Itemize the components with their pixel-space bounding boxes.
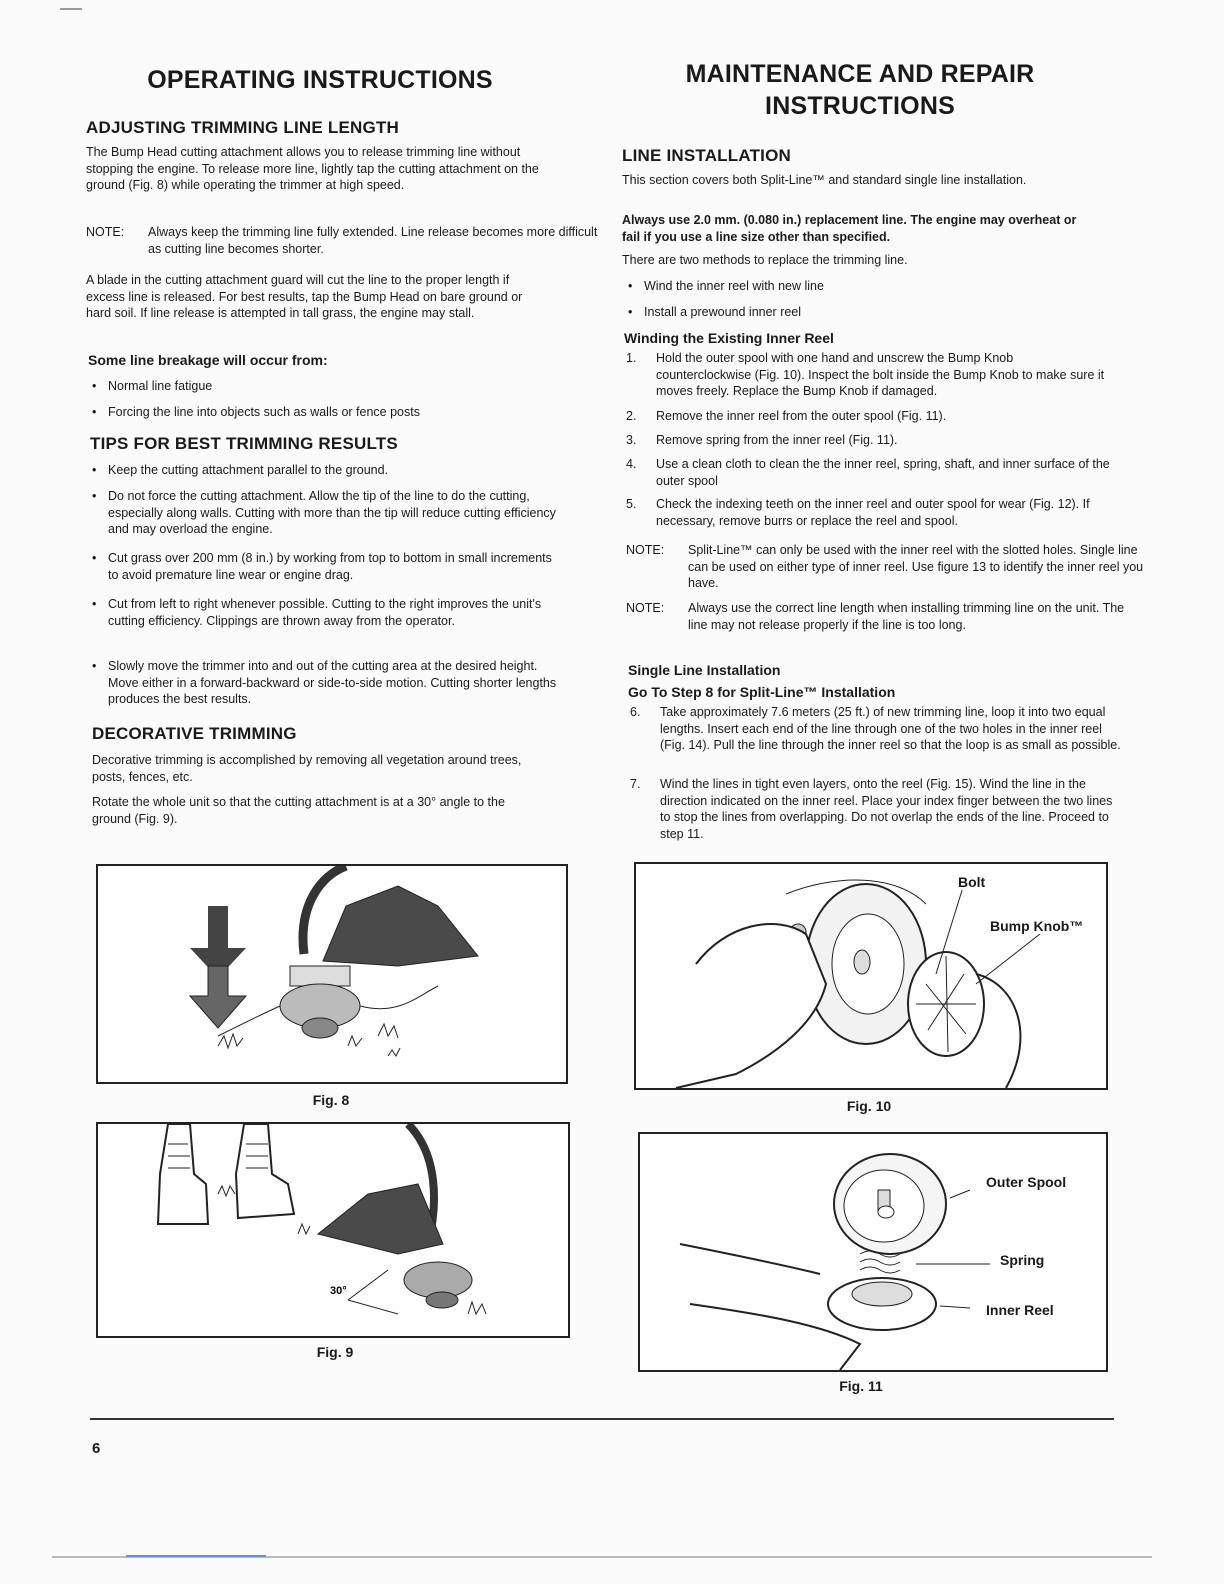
list-item: • Wind the inner reel with new line bbox=[622, 278, 1104, 295]
note-text: Split-Line™ can only be used with the inner reel with the slotted holes. Single line can be used on either type of inner reel. Use figure 13 to identify the inner reel you have. bbox=[688, 543, 1144, 590]
split-line-note bbox=[626, 542, 1144, 592]
step-item bbox=[626, 776, 1122, 842]
step-number: 2. bbox=[626, 409, 637, 423]
bump-knob bbox=[302, 1018, 338, 1038]
step-text: Remove the inner reel from the outer spool (Fig. 11). bbox=[656, 409, 947, 423]
fig11-caption: Fig. 11 bbox=[839, 1378, 883, 1394]
step-text: Wind the lines in tight even layers, onto the reel (Fig. 15). Wind the line in the direction indicated on the inner reel. Place your index finger between the two lines to stop the lines from overlapping. Do not overlap the ends of the line. Proceed to step 11. bbox=[660, 777, 1113, 841]
label-inner-reel: Inner Reel bbox=[986, 1302, 1054, 1318]
figure-9 bbox=[96, 1122, 570, 1338]
knob-leader-line bbox=[976, 934, 1040, 984]
step-item bbox=[622, 496, 1110, 529]
note-label: NOTE: bbox=[626, 601, 665, 615]
list-item: • Normal line fatigue bbox=[86, 378, 558, 395]
breakage-heading: Some line breakage will occur from: bbox=[88, 352, 328, 368]
list-item: • Forcing the line into objects such as walls or fence posts bbox=[86, 404, 558, 421]
decorative-paragraph: Decorative trimming is accomplished by removing all vegetation around trees, posts, fences, etc. bbox=[92, 753, 522, 784]
step-number: 1. bbox=[626, 351, 637, 365]
note-text: Always use the correct line length when installing trimming line on the unit. The line may not release properly if the line is too long. bbox=[688, 601, 1125, 632]
blade-paragraph: A blade in the cutting attachment guard will cut the line to the proper length if excess line is released. For best results, tap the Bump Head on bare ground or hard soil. If line release is attempted in tall grass, the engine may stall. bbox=[86, 273, 523, 320]
angle-lines bbox=[348, 1270, 398, 1314]
step-number: 5. bbox=[626, 497, 637, 511]
operating-instructions-title: OPERATING INSTRUCTIONS bbox=[147, 66, 493, 94]
step-text: Take approximately 7.6 meters (25 ft.) of new trimming line, loop it into two equal lengths. Insert each end of the line through one of the two holes in the inner reel (Fig. 14). Pull the line through the inner reel so that the loop is as small as possible. bbox=[660, 705, 1121, 752]
trimming-line bbox=[360, 986, 438, 1009]
fig10-caption: Fig. 10 bbox=[846, 1098, 892, 1114]
step-text: Check the indexing teeth on the inner reel and outer spool for wear (Fig. 12). If necessary, remove burrs or replace the reel and spool. bbox=[656, 497, 1090, 528]
step-item bbox=[622, 408, 1110, 425]
list-item: • Slowly move the trimmer into and out of the cutting area at the desired height. Move either in a forward-backward or side-to-side motion. Cutting shorter lengths produces the best results. bbox=[86, 658, 564, 708]
fig9-illustration bbox=[98, 1124, 568, 1336]
figure-11 bbox=[638, 1132, 1108, 1372]
list-item: • Keep the cutting attachment parallel to the ground. bbox=[86, 462, 564, 479]
step-text: Use a clean cloth to clean the the inner reel, spring, shaft, and inner surface of the outer spool bbox=[656, 457, 1110, 488]
step-number: 3. bbox=[626, 433, 637, 447]
list-item: • Do not force the cutting attachment. Allow the tip of the line to do the cutting, especially along walls. Cutting with more than the tip will reduce cutting efficiency and may overload the engine. bbox=[86, 488, 564, 538]
shaft-end bbox=[878, 1206, 894, 1218]
list-item: • Install a prewound inner reel bbox=[622, 304, 1104, 321]
step-item bbox=[622, 350, 1110, 400]
guard-shield bbox=[318, 1184, 443, 1254]
step-number: 4. bbox=[626, 457, 637, 471]
label-spring: Spring bbox=[1000, 1252, 1045, 1268]
label-bump-knob: Bump Knob™ bbox=[990, 918, 1084, 934]
footer-rule bbox=[90, 1418, 1114, 1420]
step-text: Hold the outer spool with one hand and unscrew the Bump Knob counterclockwise (Fig. 10). Inspect the bolt inside the Bump Knob to make sure it moves freely. Replace the Bump Knob if damaged. bbox=[656, 351, 1105, 398]
down-arrow-icon bbox=[190, 966, 246, 1028]
decorative-heading: DECORATIVE TRIMMING bbox=[92, 724, 297, 743]
angle-label: 30° bbox=[330, 1285, 347, 1297]
scan-mark bbox=[60, 8, 82, 10]
single-line-heading: Single Line Installation bbox=[628, 662, 781, 678]
note-label: NOTE: bbox=[626, 543, 665, 557]
fig10-illustration bbox=[636, 864, 1106, 1088]
step-number: 6. bbox=[630, 705, 641, 719]
scan-edge-blue bbox=[126, 1555, 266, 1557]
adjust-note bbox=[86, 224, 604, 257]
fig8-illustration bbox=[98, 866, 566, 1082]
center-bolt bbox=[854, 950, 870, 974]
line-installation-heading: LINE INSTALLATION bbox=[622, 146, 791, 165]
rotate-paragraph: Rotate the whole unit so that the cutting attachment is at a 30° angle to the ground (Fig. 9). bbox=[92, 795, 505, 826]
line-size-warning: Always use 2.0 mm. (0.080 in.) replacement line. The engine may overheat or fail if you use a line size other than specified. bbox=[622, 213, 1077, 244]
winding-heading: Winding the Existing Inner Reel bbox=[624, 330, 834, 346]
step-text: Remove spring from the inner reel (Fig. 11). bbox=[656, 433, 898, 447]
note-text: Always keep the trimming line fully extended. Line release becomes more difficult as cutting line becomes shorter. bbox=[148, 225, 598, 256]
adjusting-line-heading: ADJUSTING TRIMMING LINE LENGTH bbox=[86, 118, 399, 137]
list-item: • Cut grass over 200 mm (8 in.) by working from top to bottom in small increments to avoid premature line wear or engine drag. bbox=[86, 550, 564, 583]
page-number: 6 bbox=[92, 1440, 101, 1457]
step-item bbox=[622, 456, 1110, 489]
step-item bbox=[622, 432, 1110, 449]
fig8-caption: Fig. 8 bbox=[312, 1092, 350, 1108]
figure-8 bbox=[96, 864, 568, 1084]
tips-heading: TIPS FOR BEST TRIMMING RESULTS bbox=[90, 434, 398, 453]
reel-hub bbox=[852, 1282, 912, 1306]
fig9-caption: Fig. 9 bbox=[316, 1344, 354, 1360]
spool-top bbox=[290, 966, 350, 986]
methods-paragraph: There are two methods to replace the trimming line. bbox=[622, 253, 908, 267]
step-number: 7. bbox=[630, 777, 641, 791]
bump-knob bbox=[426, 1292, 458, 1308]
right-boot bbox=[236, 1124, 294, 1218]
label-bolt: Bolt bbox=[958, 874, 986, 890]
note-label: NOTE: bbox=[86, 225, 125, 239]
line-install-paragraph: This section covers both Split-Line™ and standard single line installation. bbox=[622, 173, 1027, 187]
guard-shield bbox=[323, 886, 478, 966]
left-hand bbox=[676, 924, 826, 1088]
maintenance-title-line1: MAINTENANCE AND REPAIR bbox=[685, 60, 1035, 88]
label-outer-spool: Outer Spool bbox=[986, 1174, 1067, 1190]
maintenance-title-line2: INSTRUCTIONS bbox=[765, 92, 955, 120]
step-item bbox=[626, 704, 1122, 754]
split-line-goto: Go To Step 8 for Split-Line™ Installation bbox=[628, 684, 896, 700]
figure-10 bbox=[634, 862, 1108, 1090]
adjust-paragraph: The Bump Head cutting attachment allows you to release trimming line without stopping the engine. To release more line, lightly tap the cutting attachment on the ground (Fig. 8) while operating the trimmer at high speed. bbox=[86, 145, 539, 192]
list-item: • Cut from left to right whenever possible. Cutting to the right improves the unit's cutting efficiency. Clippings are thrown away from the operator. bbox=[86, 596, 564, 629]
left-boot bbox=[158, 1124, 208, 1224]
line-length-note bbox=[626, 600, 1144, 633]
